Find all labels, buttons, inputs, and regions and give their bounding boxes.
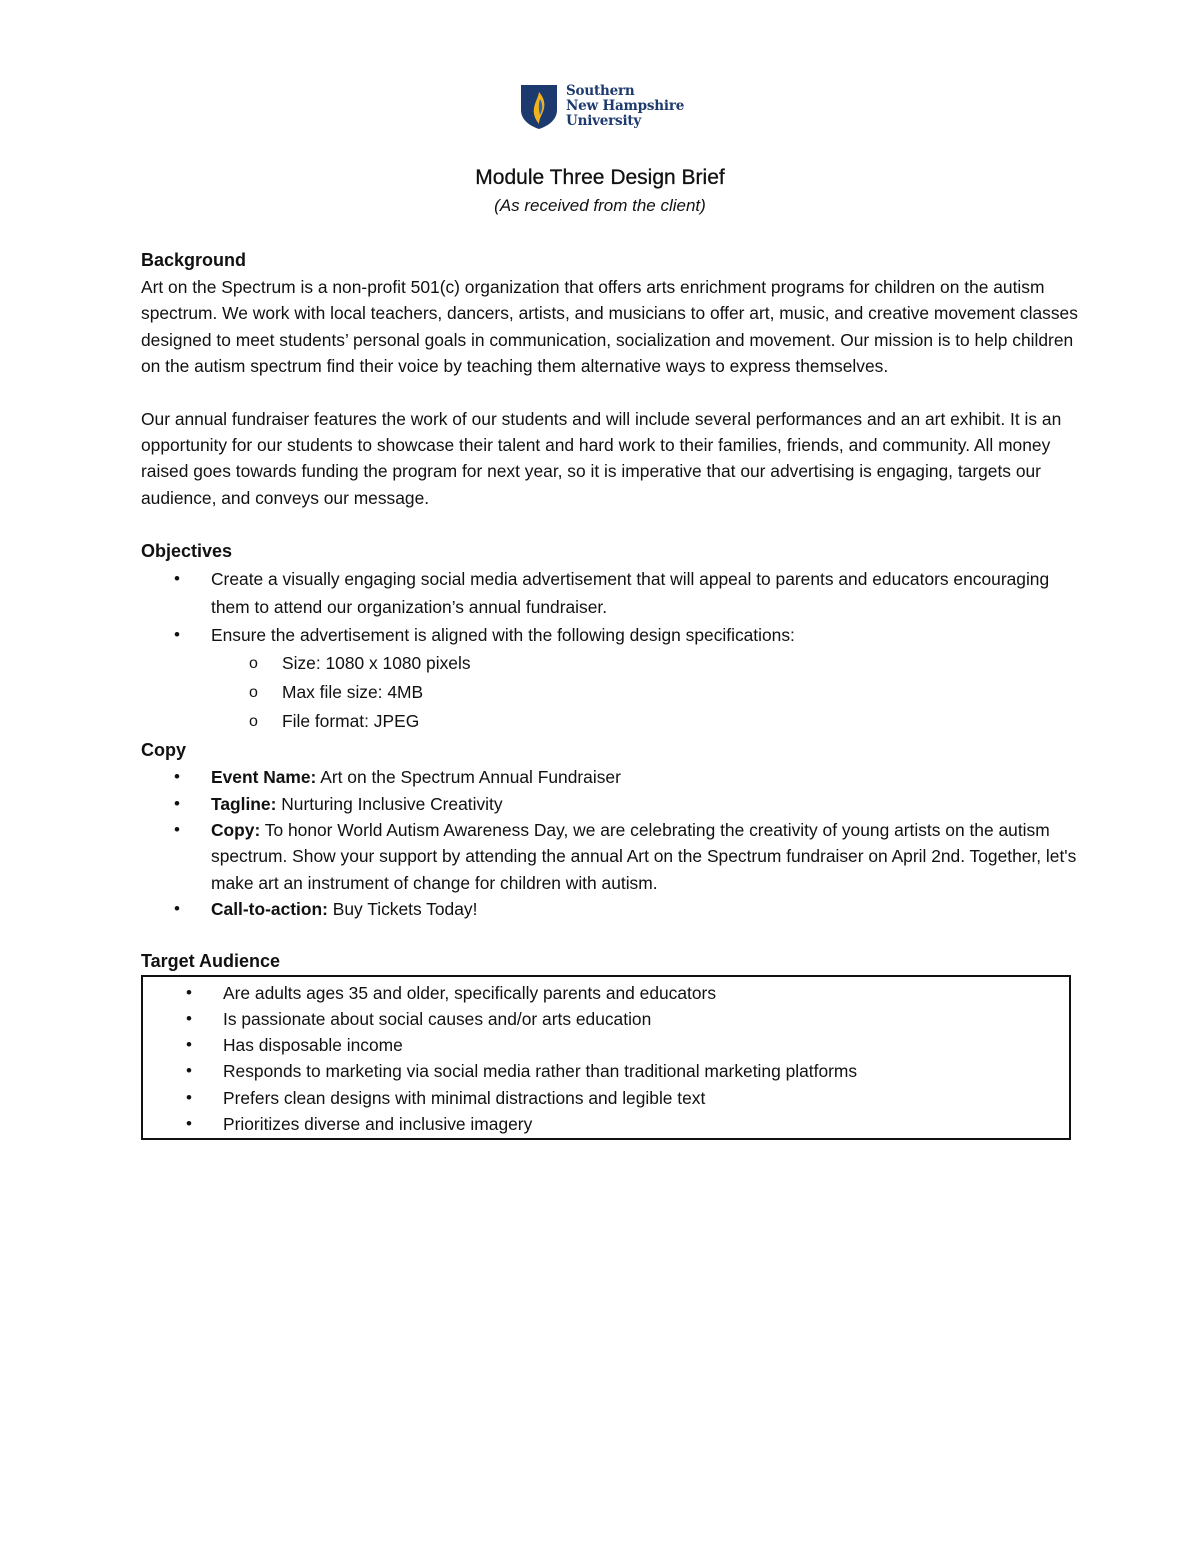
list-item [141, 621, 1081, 649]
list-item [143, 1006, 1069, 1032]
bullet-icon: • [186, 1035, 192, 1055]
audience-text: Prefers clean designs with minimal distractions and legible text [223, 1087, 706, 1108]
list-item [143, 1111, 1069, 1137]
list-item [143, 1085, 1069, 1111]
logo-line-1: Southern [566, 83, 635, 99]
copy-text: Buy Tickets Today! [327, 899, 478, 920]
bullet-icon: • [186, 1113, 192, 1133]
audience-text: Responds to marketing via social media rather than traditional marketing platforms [223, 1061, 858, 1082]
shield-flame-icon [520, 84, 558, 130]
bullet-icon: • [174, 899, 180, 919]
background-paragraph-1: Art on the Spectrum is a non-profit 501(c) organization that offers arts enrichment programs for children on the autism spectrum. We work with local teachers, dancers, artists, and musicians to offer art, music, and creative movement classes designed to meet students’ personal goals in communication, socialization and movement. Our mission is to help children on the autism spectrum find their voice by teaching them alternative ways to express themselves. [141, 277, 1078, 377]
specs-list [141, 649, 1081, 736]
copy-label: Copy: [211, 820, 261, 841]
background-paragraph-2: Our annual fundraiser features the work of our students and will include several performances and an art exhibit. It is an opportunity for our students to showcase their talent and hard work to their families, friends, and community. All money raised goes towards funding the program for next year, so it is imperative that our advertising is engaging, targets our audience, and conveys our message. [141, 408, 1062, 508]
audience-box [141, 975, 1071, 1140]
copy-heading: Copy [141, 740, 186, 761]
bullet-icon: • [174, 569, 180, 589]
university-logo [520, 84, 690, 132]
copy-label: Tagline: [211, 793, 277, 814]
document-subtitle: (As received from the client) [494, 196, 706, 215]
spec-text: Size: 1080 x 1080 pixels [282, 653, 471, 674]
copy-label: Event Name: [211, 767, 317, 788]
spec-text: File format: JPEG [282, 711, 420, 732]
sub-bullet-icon: o [249, 713, 258, 731]
audience-text: Has disposable income [223, 1035, 403, 1056]
copy-text: Art on the Spectrum Annual Fundraiser [316, 767, 621, 788]
copy-text: Nurturing Inclusive Creativity [276, 793, 503, 814]
bullet-icon: • [174, 767, 180, 787]
bullet-icon: • [186, 1087, 192, 1107]
audience-text: Prioritizes diverse and inclusive imagery [223, 1113, 533, 1134]
logo-line-2: New Hampshire [566, 98, 685, 114]
list-item [141, 649, 1081, 678]
list-item [143, 980, 1069, 1006]
document-body [141, 246, 1081, 1140]
bullet-icon: • [186, 1008, 192, 1028]
list-item [141, 817, 1081, 896]
logo-wordmark [566, 84, 684, 129]
sub-bullet-icon: o [249, 655, 258, 673]
list-item [141, 896, 1081, 922]
list-item [141, 707, 1081, 736]
sub-bullet-icon: o [249, 684, 258, 702]
copy-list [141, 764, 1081, 922]
audience-list [143, 980, 1069, 1137]
list-item [141, 764, 1081, 790]
objective-text: Create a visually engaging social media advertisement that will appeal to parents and educators encouraging them to attend our organization’s annual fundraiser. [211, 569, 1050, 618]
list-item [143, 1032, 1069, 1058]
document-title: Module Three Design Brief [475, 166, 725, 189]
audience-text: Are adults ages 35 and older, specifically parents and educators [223, 982, 717, 1003]
audience-heading: Target Audience [141, 950, 281, 971]
audience-text: Is passionate about social causes and/or arts education [223, 1008, 652, 1029]
spec-text: Max file size: 4MB [282, 682, 424, 703]
bullet-icon: • [174, 820, 180, 840]
bullet-icon: • [174, 793, 180, 813]
logo-line-3: University [566, 113, 642, 129]
background-heading: Background [141, 250, 247, 270]
list-item [141, 678, 1081, 707]
bullet-icon: • [186, 982, 192, 1002]
objectives-heading: Objectives [141, 541, 233, 562]
list-item [143, 1058, 1069, 1084]
list-item [141, 565, 1081, 621]
copy-label: Call-to-action: [211, 899, 328, 920]
copy-text: To honor World Autism Awareness Day, we are celebrating the creativity of young artists on the autism spectrum. Show your support by attending the annual Art on the Spectrum fundraiser on April 2nd. Together, let's make art an instrument of change for children with autism. [211, 820, 1077, 893]
list-item [141, 791, 1081, 817]
bullet-icon: • [186, 1061, 192, 1081]
objectives-list [141, 565, 1081, 649]
objective-text: Ensure the advertisement is aligned with the following design specifications: [211, 625, 795, 646]
bullet-icon: • [174, 625, 180, 645]
